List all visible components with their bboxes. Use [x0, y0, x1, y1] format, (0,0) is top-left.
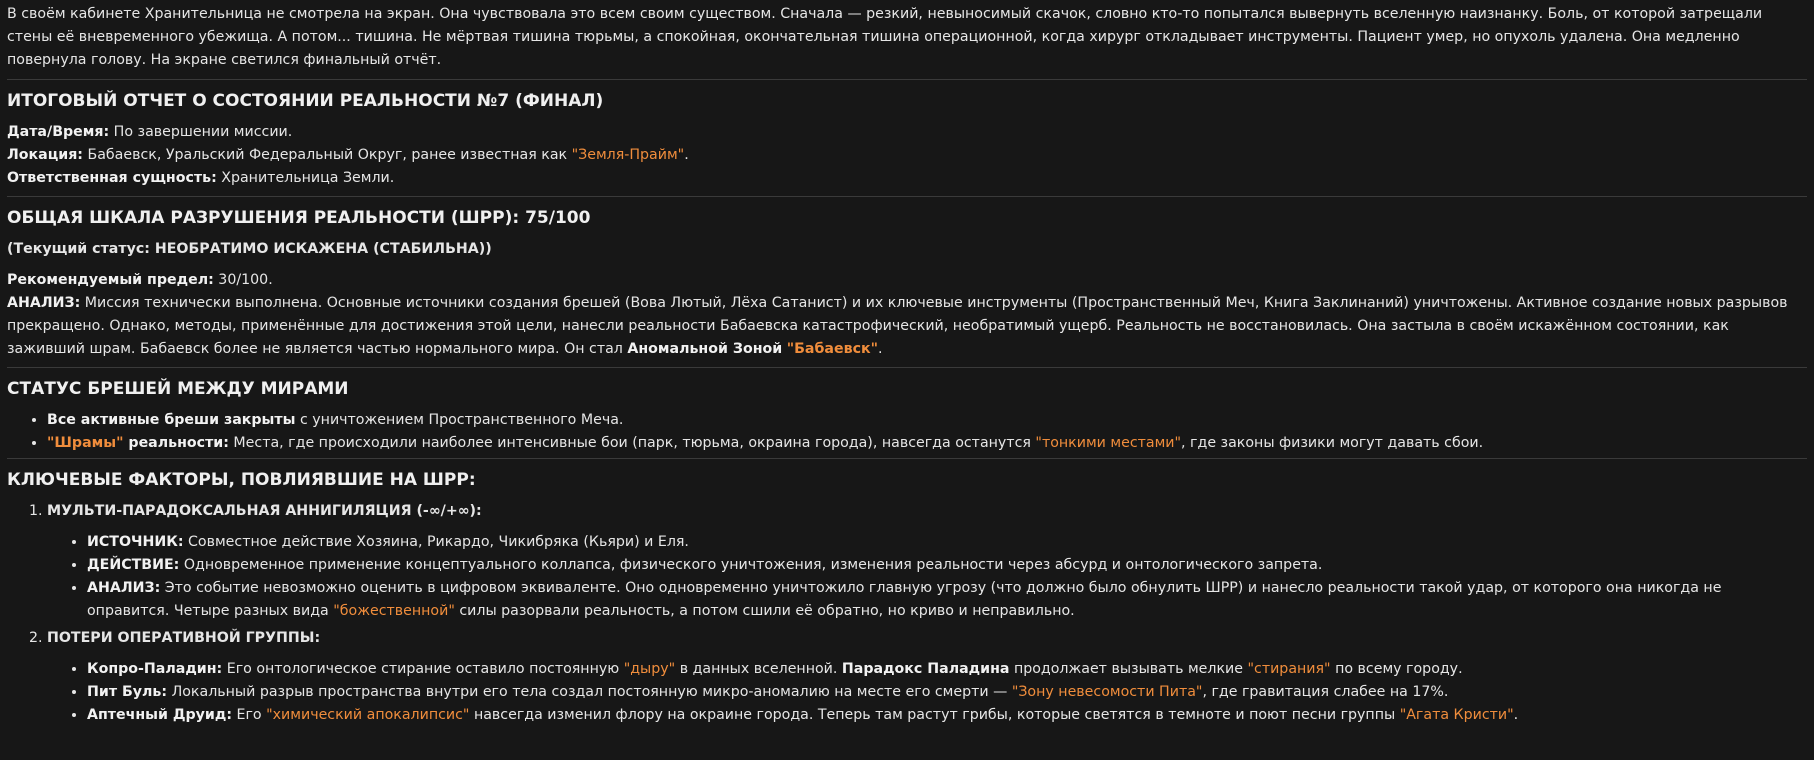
factor1-heading: МУЛЬТИ-ПАРАДОКСАЛЬНАЯ АННИГИЛЯЦИЯ (-∞/+∞):	[47, 503, 482, 519]
list-item	[87, 681, 1807, 704]
list-item	[47, 409, 1807, 432]
factors-title: КЛЮЧЕВЫЕ ФАКТОРЫ, ПОВЛИЯВШИЕ НА ШРР:	[7, 470, 476, 490]
scale-title: ОБЩАЯ ШКАЛА РАЗРУШЕНИЯ РЕАЛЬНОСТИ (ШРР): 75/100	[7, 208, 591, 228]
date-label: Дата/Время:	[7, 124, 110, 140]
factor2-b-label: Пит Буль:	[87, 684, 168, 700]
breach-item1-bold: Все активные бреши закрыты	[47, 412, 296, 428]
analysis-highlight: "Бабаевск"	[786, 341, 878, 357]
limit-line	[7, 269, 1807, 292]
breach-item1-text: с уничтожением Пространственного Меча.	[295, 412, 624, 428]
intro-paragraph: В своём кабинете Хранительница не смотрела на экран. Она чувствовала это всем своим существом. Сначала — резкий, невыносимый скачок, словно кто-то попытался вывернуть вселенную наизнанку. Боль, от которой затрещали стены её вневременного убежища. А потом... тишина. Не мёртвая тишина тюрьмы, а спокойная, окончательная тишина операционной, когда хирург откладывает инструменты. Пациент умер, но опухоль удалена. Она медленно повернула голову. На экране светился финальный отчёт.	[7, 6, 1763, 68]
factor2-c-highlight2: "Агата Кристи"	[1399, 707, 1514, 723]
divider	[7, 458, 1807, 459]
factor2-c-label: Аптечный Друид:	[87, 707, 232, 723]
factor2-c-text2: навсегда изменил флору на окраине города. Теперь там растут грибы, которые светятся в темноте и поют песни группы	[469, 707, 1400, 723]
factor2-b-highlight: "Зону невесомости Пита"	[1011, 684, 1203, 700]
breach-item2-end: , где законы физики могут давать сбои.	[1181, 435, 1484, 451]
factor2-a-text: Его онтологическое стирание оставило постоянную	[222, 661, 624, 677]
entity-value: Хранительница Земли.	[216, 170, 395, 186]
location-line	[7, 144, 1807, 167]
limit-label: Рекомендуемый предел:	[7, 272, 214, 288]
factor1-analysis-end: силы разорвали реальность, а потом сшили её обратно, но криво и неправильно.	[454, 603, 1075, 619]
list-item	[47, 500, 1807, 623]
list-item	[87, 554, 1807, 577]
date-line	[7, 121, 1807, 144]
breach-item2-text: Места, где происходили наиболее интенсивные бои (парк, тюрьма, окраина города), навсегда останутся	[228, 435, 1036, 451]
analysis-paragraph	[7, 292, 1807, 361]
divider	[7, 79, 1807, 80]
list-item	[47, 432, 1807, 455]
factor2-a-highlight: "дыру"	[623, 661, 676, 677]
entity-label: Ответственная сущность:	[7, 170, 217, 186]
location-highlight: "Земля-Прайм"	[571, 147, 685, 163]
factor2-details	[47, 658, 1807, 727]
factors-list	[7, 500, 1807, 727]
factor2-a-end: по всему городу.	[1330, 661, 1463, 677]
factor2-heading: ПОТЕРИ ОПЕРАТИВНОЙ ГРУППЫ:	[47, 630, 321, 646]
breaches-list	[7, 409, 1807, 455]
list-item	[87, 704, 1807, 727]
entity-line	[7, 167, 1807, 190]
factor2-c-text: Его	[232, 707, 267, 723]
factor2-a-text3: продолжает вызывать мелкие	[1009, 661, 1248, 677]
factor2-a-highlight2: "стирания"	[1247, 661, 1331, 677]
divider	[7, 196, 1807, 197]
location-label: Локация:	[7, 147, 83, 163]
factor1-analysis-highlight: "божественной"	[333, 603, 455, 619]
factor1-source-label: ИСТОЧНИК:	[87, 534, 184, 550]
list-item	[87, 577, 1807, 623]
factor1-analysis-label: АНАЛИЗ:	[87, 580, 161, 596]
date-value: По завершении миссии.	[109, 124, 293, 140]
analysis-bold: Аномальной Зоной	[627, 341, 783, 357]
factor2-b-text: Локальный разрыв пространства внутри его тела создал постоянную микро-аномалию на месте его смерти —	[167, 684, 1012, 700]
factor1-analysis-text: Это событие невозможно оценить в цифровом эквиваленте. Оно одновременно уничтожило главную угрозу (что должно было обнулить ШРР) и нанесло реальности такой удар, от которого она никогда не оправится. Четыре разных вида	[87, 580, 1722, 619]
factor2-a-label: Копро-Паладин:	[87, 661, 223, 677]
report-title: ИТОГОВЫЙ ОТЧЕТ О СОСТОЯНИИ РЕАЛЬНОСТИ №7 (ФИНАЛ)	[7, 91, 604, 111]
scale-status: (Текущий статус: НЕОБРАТИМО ИСКАЖЕНА (СТАБИЛЬНА))	[7, 241, 492, 257]
list-item	[87, 531, 1807, 554]
factor2-c-highlight: "химический апокалипсис"	[266, 707, 470, 723]
factor1-details	[47, 531, 1807, 623]
limit-value: 30/100.	[213, 272, 273, 288]
breach-item2-highlight: "Шрамы"	[47, 435, 124, 451]
analysis-label: АНАЛИЗ:	[7, 295, 81, 311]
factor2-c-end: .	[1513, 707, 1519, 723]
factor1-source-text: Совместное действие Хозяина, Рикардо, Чикибряка (Кьяри) и Еля.	[183, 534, 689, 550]
divider	[7, 367, 1807, 368]
location-value: Бабаевск, Уральский Федеральный Округ, ранее известная как	[82, 147, 572, 163]
location-end: .	[684, 147, 689, 163]
breach-item2-bold: реальности:	[123, 435, 229, 451]
factor2-a-bold: Парадокс Паладина	[841, 661, 1010, 677]
breach-item2-highlight2: "тонкими местами"	[1035, 435, 1182, 451]
factor1-action-text: Одновременное применение концептуального коллапса, физического уничтожения, изменения реальности через абсурд и онтологического запрета.	[179, 557, 1323, 573]
analysis-text: Миссия технически выполнена. Основные источники создания брешей (Вова Лютый, Лёха Сатанист) и их ключевые инструменты (Пространственный Меч, Книга Заклинаний) уничтожены. Активное создание новых разрывов прекращено. Однако, методы, применённые для достижения этой цели, нанесли реальности Бабаевска катастрофический, необратимый ущерб. Реальность не восстановилась. Она застыла в своём искажённом состоянии, как заживший шрам. Бабаевск более не является частью нормального мира. Он стал	[7, 295, 1788, 357]
factor2-a-text2: в данных вселенной.	[675, 661, 842, 677]
list-item	[47, 627, 1807, 727]
list-item	[87, 658, 1807, 681]
factor2-b-end: , где гравитация слабее на 17%.	[1202, 684, 1449, 700]
analysis-end: .	[878, 341, 883, 357]
factor1-action-label: ДЕЙСТВИЕ:	[87, 557, 180, 573]
breaches-title: СТАТУС БРЕШЕЙ МЕЖДУ МИРАМИ	[7, 379, 349, 399]
